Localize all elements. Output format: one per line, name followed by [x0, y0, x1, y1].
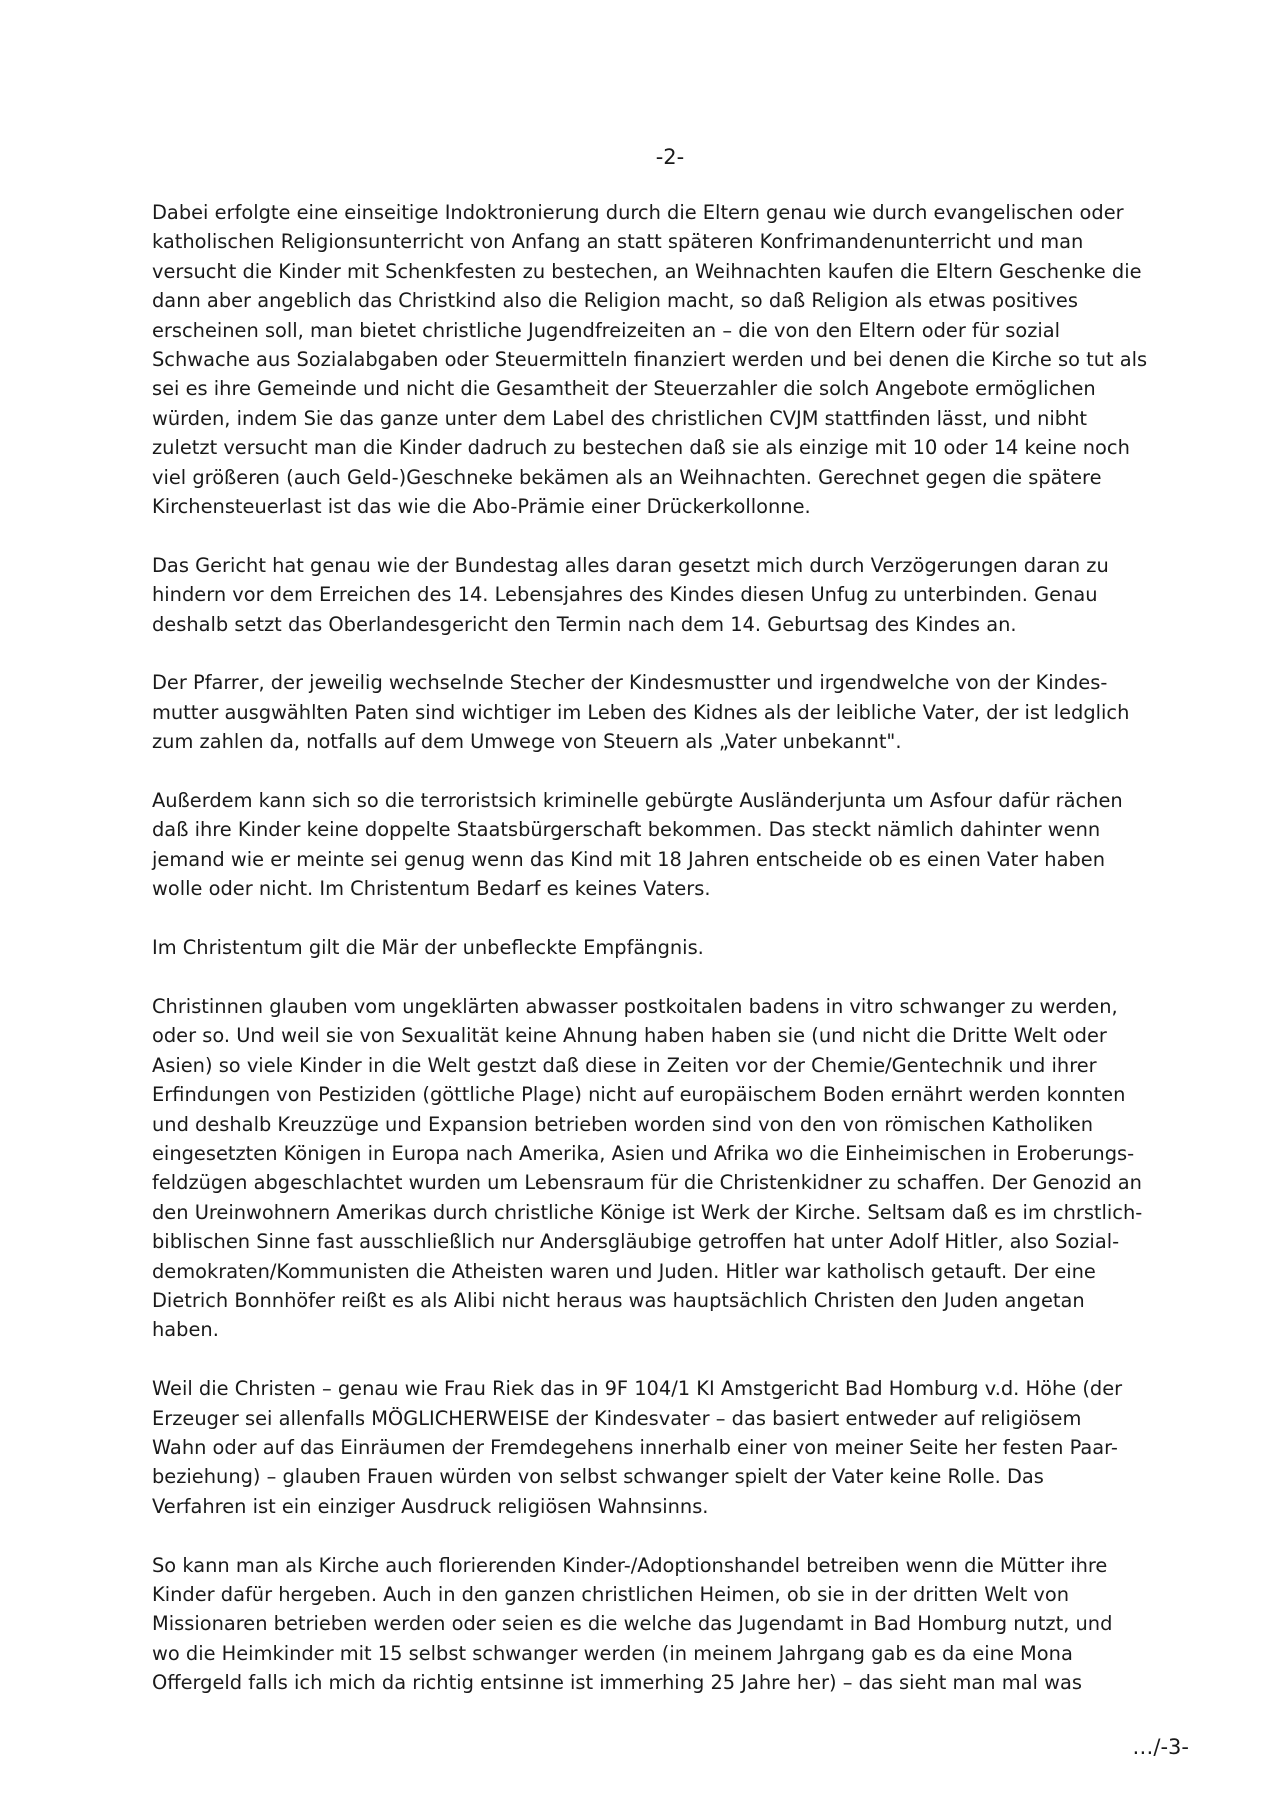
body-text [152, 198, 1192, 1698]
paragraph: Außerdem kann sich so die terroristsich kriminelle gebürgte Ausländerjunta um Asfour dafür rächen daß ihre Kinder keine doppelte Staatsbürgerschaft bekommen. Das steckt nämlich dahinter wenn jemand wie er meinte sei genug wenn das Kind mit 18 Jahren entscheide ob es einen Vater haben wolle oder nicht. Im Christentum Bedarf es keines Vaters. [152, 789, 1123, 901]
continuation-marker: …/-3- [1132, 1735, 1189, 1759]
paragraph: Weil die Christen – genau wie Frau Riek das in 9F 104/1 KI Amstgericht Bad Homburg v.d. Höhe (der Erzeuger sei allenfalls MÖGLICHERWEISE der Kindesvater – das basiert entweder auf religiösem Wahn oder auf das Einräumen der Fremdegehens innerhalb einer von meiner Seite her festen Paar- beziehung) – glauben Frauen würden von selbst schwanger spielt der Vater keine Rolle. Das Verfahren ist ein einziger Ausdruck religiösen Wahnsinns. [152, 1377, 1123, 1518]
paragraph: Christinnen glauben vom ungeklärten abwasser postkoitalen badens in vitro schwanger zu werden, oder so. Und weil sie von Sexualität keine Ahnung haben haben sie (und nicht die Dritte Welt oder Asien) so viele Kinder in die Welt gestzt daß diese in Zeiten vor der Chemie/Gentechnik und ihrer Erfindungen von Pestiziden (göttliche Plage) nicht auf europäischem Boden ernährt werden konnten und deshalb Kreuzzüge und Expansion betrieben worden sind von den von römischen Katholiken eingesetzten Königen in Europa nach Amerika, Asien und Afrika wo die Einheimischen in Eroberungs- feldzügen abgeschlachtet wurden um Lebensraum für die Christenkidner zu schaffen. Der Genozid an den Ureinwohnern Amerikas durch christliche Könige ist Werk der Kirche. Seltsam daß es im chrstlich- biblischen Sinne fast ausschließlich nur Andersgläubige getroffen hat unter Adolf Hitler, also Sozial- demokraten/Kommunisten die Atheisten waren und Juden. Hitler war katholisch getauft. Der eine Dietrich Bonnhöfer reißt es als Alibi nicht heraus was hauptsächlich Christen den Juden angetan haben. [152, 994, 1143, 1342]
paragraph: Der Pfarrer, der jeweilig wechselnde Stecher der Kindesmustter und irgendwelche von der Kindes- mutter ausgwählten Paten sind wichtiger im Leben des Kidnes als der leibliche Vater, der ist ledglich zum zahlen da, notfalls auf dem Umwege von Steuern als „Vater unbekannt". [152, 671, 1130, 754]
paragraph: So kann man als Kirche auch florierenden Kinder-/Adoptionshandel betreiben wenn die Mütter ihre Kinder dafür hergeben. Auch in den ganzen christlichen Heimen, ob sie in der dritten Welt von Missionaren betrieben werden oder seien es die welche das Jugendamt in Bad Homburg nutzt, und wo die Heimkinder mit 15 selbst schwanger werden (in meinem Jahrgang gab es da eine Mona Offergeld falls ich mich da richtig entsinne ist immerhing 25 Jahre her) – das sieht man mal was [152, 1553, 1113, 1695]
page-number: -2- [655, 145, 685, 169]
paragraph: Das Gericht hat genau wie der Bundestag alles daran gesetzt mich durch Verzögerungen daran zu hindern vor dem Erreichen des 14. Lebensjahres des Kindes diesen Unfug zu unterbinden. Genau deshalb setzt das Oberlandesgericht den Termin nach dem 14. Geburtsag des Kindes an. [152, 553, 1109, 636]
paragraph: Dabei erfolgte eine einseitige Indoktronierung durch die Eltern genau wie durch evangelischen oder katholischen Religionsunterricht von Anfang an statt späteren Konfrimandenunterricht und man versucht die Kinder mit Schenkfesten zu bestechen, an Weihnachten kaufen die Eltern Geschenke die dann aber angeblich das Christkind also die Religion macht, so daß Religion als etwas positives erscheinen soll, man bietet christliche Jugendfreizeiten an – die von den Eltern oder für sozial Schwache aus Sozialabgaben oder Steuermitteln finanziert werden und bei denen die Kirche so tut als sei es ihre Gemeinde und nicht die Gesamtheit der Steuerzahler die solch Angebote ermöglichen würden, indem Sie das ganze unter dem Label des christlichen CVJM stattfinden lässt, und nibht zuletzt versucht man die Kinder dadruch zu bestechen daß sie als einzige mit 10 oder 14 keine noch viel größeren (auch Geld-)Geschneke bekämen als an Weihnachten. Gerechnet gegen die spätere Kirchensteuerlast ist das wie die Abo-Prämie einer Drückerkollonne. [152, 201, 1148, 519]
paragraph: Im Christentum gilt die Mär der unbefleckte Empfängnis. [152, 936, 704, 960]
